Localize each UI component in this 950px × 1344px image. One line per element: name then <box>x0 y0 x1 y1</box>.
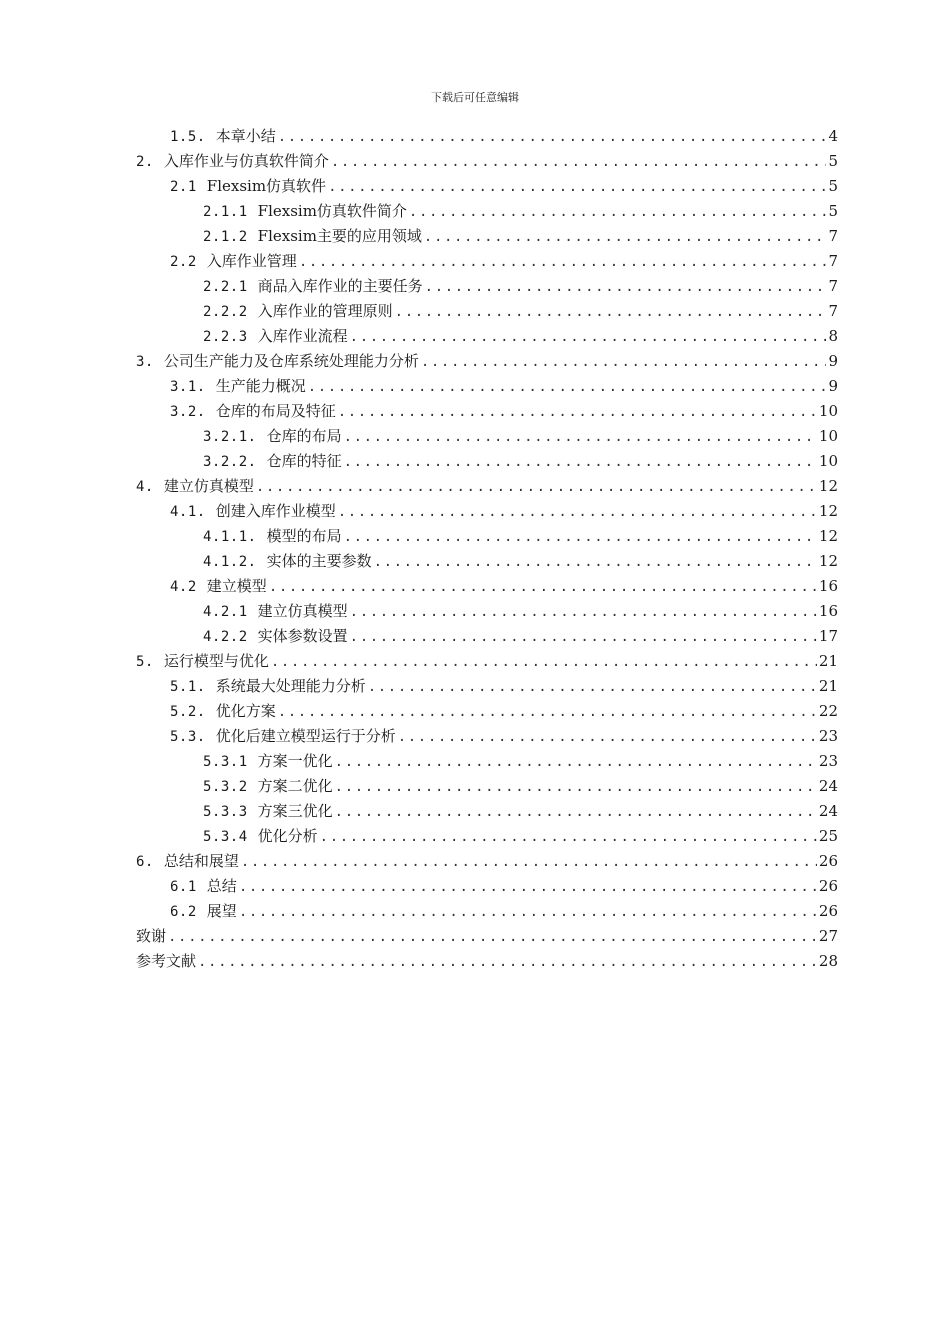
toc-entry[interactable] <box>136 349 838 374</box>
toc-entry[interactable] <box>136 274 838 299</box>
toc-entry[interactable] <box>136 124 838 149</box>
toc-dot-leader <box>271 650 817 674</box>
toc-dot-leader <box>278 700 817 724</box>
toc-entry-number: 3.2.2. <box>203 454 257 470</box>
toc-dot-leader <box>239 875 817 899</box>
toc-entry[interactable] <box>136 799 838 824</box>
toc-dot-leader <box>198 950 817 974</box>
toc-entry-title: 仓库的布局 <box>266 427 342 445</box>
toc-entry-number: 3. <box>136 354 154 370</box>
toc-entry[interactable] <box>136 574 838 599</box>
toc-entry-page: 24 <box>818 777 838 795</box>
toc-entry[interactable] <box>136 199 838 224</box>
toc-entry-number: 2.2.3 <box>203 329 248 345</box>
toc-entry-title: 仓库的布局及特征 <box>215 402 336 420</box>
toc-entry-number: 2.2 <box>170 254 197 270</box>
toc-dot-leader <box>331 150 827 174</box>
toc-entry-page: 12 <box>818 502 838 520</box>
toc-entry-number: 5.3.3 <box>203 804 248 820</box>
toc-entry-page: 12 <box>818 477 838 495</box>
toc-entry-page: 10 <box>818 402 838 420</box>
toc-entry-page: 7 <box>828 277 838 295</box>
toc-entry-title: 总结 <box>206 877 237 895</box>
toc-entry-title: Flexsim仿真软件简介 <box>257 202 407 220</box>
toc-entry[interactable] <box>136 699 838 724</box>
toc-entry-title: 建立模型 <box>206 577 267 595</box>
toc-entry-number: 5.3.1 <box>203 754 248 770</box>
toc-entry-title: 实体参数设置 <box>257 627 348 645</box>
toc-entry[interactable] <box>136 599 838 624</box>
toc-entry-title: 入库作业管理 <box>206 252 297 270</box>
toc-entry[interactable] <box>136 924 838 949</box>
toc-entry-page: 5 <box>828 177 838 195</box>
toc-entry[interactable] <box>136 324 838 349</box>
toc-entry-title: 方案三优化 <box>257 802 333 820</box>
toc-entry-number: 4.1.1. <box>203 529 257 545</box>
toc-entry[interactable] <box>136 424 838 449</box>
toc-entry-number: 2.1.2 <box>203 229 248 245</box>
toc-entry-number: 6.1 <box>170 879 197 895</box>
toc-entry[interactable] <box>136 824 838 849</box>
toc-entry-number: 5.2. <box>170 704 206 720</box>
toc-entry[interactable] <box>136 899 838 924</box>
toc-entry[interactable] <box>136 649 838 674</box>
toc-entry-title: 参考文献 <box>136 952 197 970</box>
toc-entry-title: 致谢 <box>136 927 167 945</box>
toc-entry-title: 生产能力概况 <box>215 377 306 395</box>
toc-dot-leader <box>395 300 827 324</box>
toc-entry-page: 9 <box>828 377 838 395</box>
toc-entry-page: 26 <box>818 902 838 920</box>
toc-entry-title: 优化后建立模型运行于分析 <box>215 727 396 745</box>
toc-entry-number: 5.3.2 <box>203 779 248 795</box>
toc-entry-title: 展望 <box>206 902 237 920</box>
toc-dot-leader <box>308 375 827 399</box>
toc-dot-leader <box>350 325 827 349</box>
toc-entry-page: 12 <box>818 527 838 545</box>
table-of-contents <box>136 124 838 974</box>
toc-entry-title: 模型的布局 <box>266 527 342 545</box>
toc-entry-page: 21 <box>818 652 838 670</box>
toc-dot-leader <box>335 775 817 799</box>
toc-entry[interactable] <box>136 374 838 399</box>
toc-entry[interactable] <box>136 949 838 974</box>
toc-entry-title: 创建入库作业模型 <box>215 502 336 520</box>
toc-dot-leader <box>344 525 817 549</box>
toc-entry-number: 4. <box>136 479 154 495</box>
toc-entry-title: Flexsim主要的应用领域 <box>257 227 422 245</box>
toc-entry-page: 16 <box>818 577 838 595</box>
toc-dot-leader <box>374 550 817 574</box>
toc-entry-number: 2. <box>136 154 154 170</box>
toc-entry-page: 24 <box>818 802 838 820</box>
toc-entry-title: 公司生产能力及仓库系统处理能力分析 <box>163 352 419 370</box>
toc-entry-page: 23 <box>818 727 838 745</box>
toc-entry-page: 10 <box>818 452 838 470</box>
toc-entry[interactable] <box>136 499 838 524</box>
toc-entry-number: 4.1. <box>170 504 206 520</box>
toc-entry-title: 优化方案 <box>215 702 276 720</box>
toc-entry-title: 入库作业的管理原则 <box>257 302 393 320</box>
toc-entry[interactable] <box>136 149 838 174</box>
toc-dot-leader <box>328 175 826 199</box>
toc-entry-page: 7 <box>828 252 838 270</box>
toc-dot-leader <box>398 725 817 749</box>
toc-entry-page: 10 <box>818 427 838 445</box>
toc-dot-leader <box>424 225 827 249</box>
toc-dot-leader <box>278 125 827 149</box>
toc-dot-leader <box>269 575 817 599</box>
toc-entry[interactable] <box>136 299 838 324</box>
toc-entry-number: 2.1 <box>170 179 197 195</box>
toc-entry-page: 5 <box>828 202 838 220</box>
toc-entry-number: 5.1. <box>170 679 206 695</box>
toc-entry[interactable] <box>136 749 838 774</box>
toc-entry-title: 入库作业流程 <box>257 327 348 345</box>
toc-entry-number: 1.5. <box>170 129 206 145</box>
toc-dot-leader <box>241 850 817 874</box>
toc-entry[interactable] <box>136 524 838 549</box>
toc-entry-number: 6.2 <box>170 904 197 920</box>
toc-dot-leader <box>320 825 817 849</box>
toc-entry-page: 25 <box>818 827 838 845</box>
toc-entry-title: Flexsim仿真软件 <box>206 177 327 195</box>
toc-dot-leader <box>344 450 817 474</box>
toc-dot-leader <box>168 925 817 949</box>
toc-dot-leader <box>335 800 817 824</box>
toc-entry-page: 7 <box>828 302 838 320</box>
toc-entry-page: 26 <box>818 877 838 895</box>
toc-entry-title: 建立仿真模型 <box>163 477 254 495</box>
toc-entry-page: 17 <box>818 627 838 645</box>
toc-entry-title: 总结和展望 <box>163 852 239 870</box>
toc-entry[interactable] <box>136 724 838 749</box>
toc-entry-page: 5 <box>828 152 838 170</box>
toc-entry-page: 22 <box>818 702 838 720</box>
toc-entry-number: 5. <box>136 654 154 670</box>
toc-entry-number: 5.3.4 <box>203 829 248 845</box>
toc-entry-page: 16 <box>818 602 838 620</box>
toc-entry-title: 商品入库作业的主要任务 <box>257 277 423 295</box>
toc-dot-leader <box>299 250 827 274</box>
toc-entry-page: 9 <box>828 352 838 370</box>
toc-entry-title: 仓库的特征 <box>266 452 342 470</box>
toc-entry-number: 3.1. <box>170 379 206 395</box>
toc-dot-leader <box>338 500 817 524</box>
toc-entry-page: 27 <box>818 927 838 945</box>
toc-entry-title: 实体的主要参数 <box>266 552 372 570</box>
toc-entry-page: 12 <box>818 552 838 570</box>
toc-entry-page: 8 <box>828 327 838 345</box>
toc-entry-number: 6. <box>136 854 154 870</box>
toc-entry-number: 2.2.1 <box>203 279 248 295</box>
toc-dot-leader <box>368 675 817 699</box>
toc-entry[interactable] <box>136 849 838 874</box>
toc-entry-page: 23 <box>818 752 838 770</box>
toc-dot-leader <box>338 400 817 424</box>
toc-entry[interactable] <box>136 624 838 649</box>
toc-entry[interactable] <box>136 224 838 249</box>
toc-entry[interactable] <box>136 549 838 574</box>
toc-dot-leader <box>344 425 817 449</box>
toc-entry-page: 21 <box>818 677 838 695</box>
toc-dot-leader <box>409 200 827 224</box>
toc-entry-page: 26 <box>818 852 838 870</box>
toc-dot-leader <box>350 625 817 649</box>
toc-entry-page: 7 <box>828 227 838 245</box>
toc-dot-leader <box>425 275 827 299</box>
toc-dot-leader <box>421 350 827 374</box>
toc-entry[interactable] <box>136 249 838 274</box>
toc-entry-number: 4.2.2 <box>203 629 248 645</box>
toc-dot-leader <box>335 750 817 774</box>
toc-entry-number: 4.2.1 <box>203 604 248 620</box>
toc-entry[interactable] <box>136 399 838 424</box>
toc-entry[interactable] <box>136 449 838 474</box>
toc-entry-title: 运行模型与优化 <box>163 652 269 670</box>
toc-dot-leader <box>350 600 817 624</box>
page-header: 下载后可任意编辑 <box>431 91 519 104</box>
toc-entry[interactable] <box>136 174 838 199</box>
toc-entry-title: 优化分析 <box>257 827 318 845</box>
toc-entry[interactable] <box>136 474 838 499</box>
toc-entry-number: 2.1.1 <box>203 204 248 220</box>
toc-entry-number: 4.2 <box>170 579 197 595</box>
toc-entry[interactable] <box>136 874 838 899</box>
toc-entry-page: 28 <box>818 952 838 970</box>
toc-entry-title: 入库作业与仿真软件简介 <box>163 152 329 170</box>
toc-entry-title: 本章小结 <box>215 127 276 145</box>
toc-dot-leader <box>239 900 817 924</box>
toc-entry-title: 方案一优化 <box>257 752 333 770</box>
toc-entry-title: 建立仿真模型 <box>257 602 348 620</box>
toc-entry-number: 4.1.2. <box>203 554 257 570</box>
toc-entry-number: 3.2. <box>170 404 206 420</box>
toc-entry-number: 2.2.2 <box>203 304 248 320</box>
toc-entry-page: 4 <box>828 127 838 145</box>
toc-entry-number: 5.3. <box>170 729 206 745</box>
toc-entry[interactable] <box>136 674 838 699</box>
toc-entry[interactable] <box>136 774 838 799</box>
toc-dot-leader <box>256 475 817 499</box>
toc-entry-number: 3.2.1. <box>203 429 257 445</box>
toc-entry-title: 系统最大处理能力分析 <box>215 677 366 695</box>
toc-entry-title: 方案二优化 <box>257 777 333 795</box>
